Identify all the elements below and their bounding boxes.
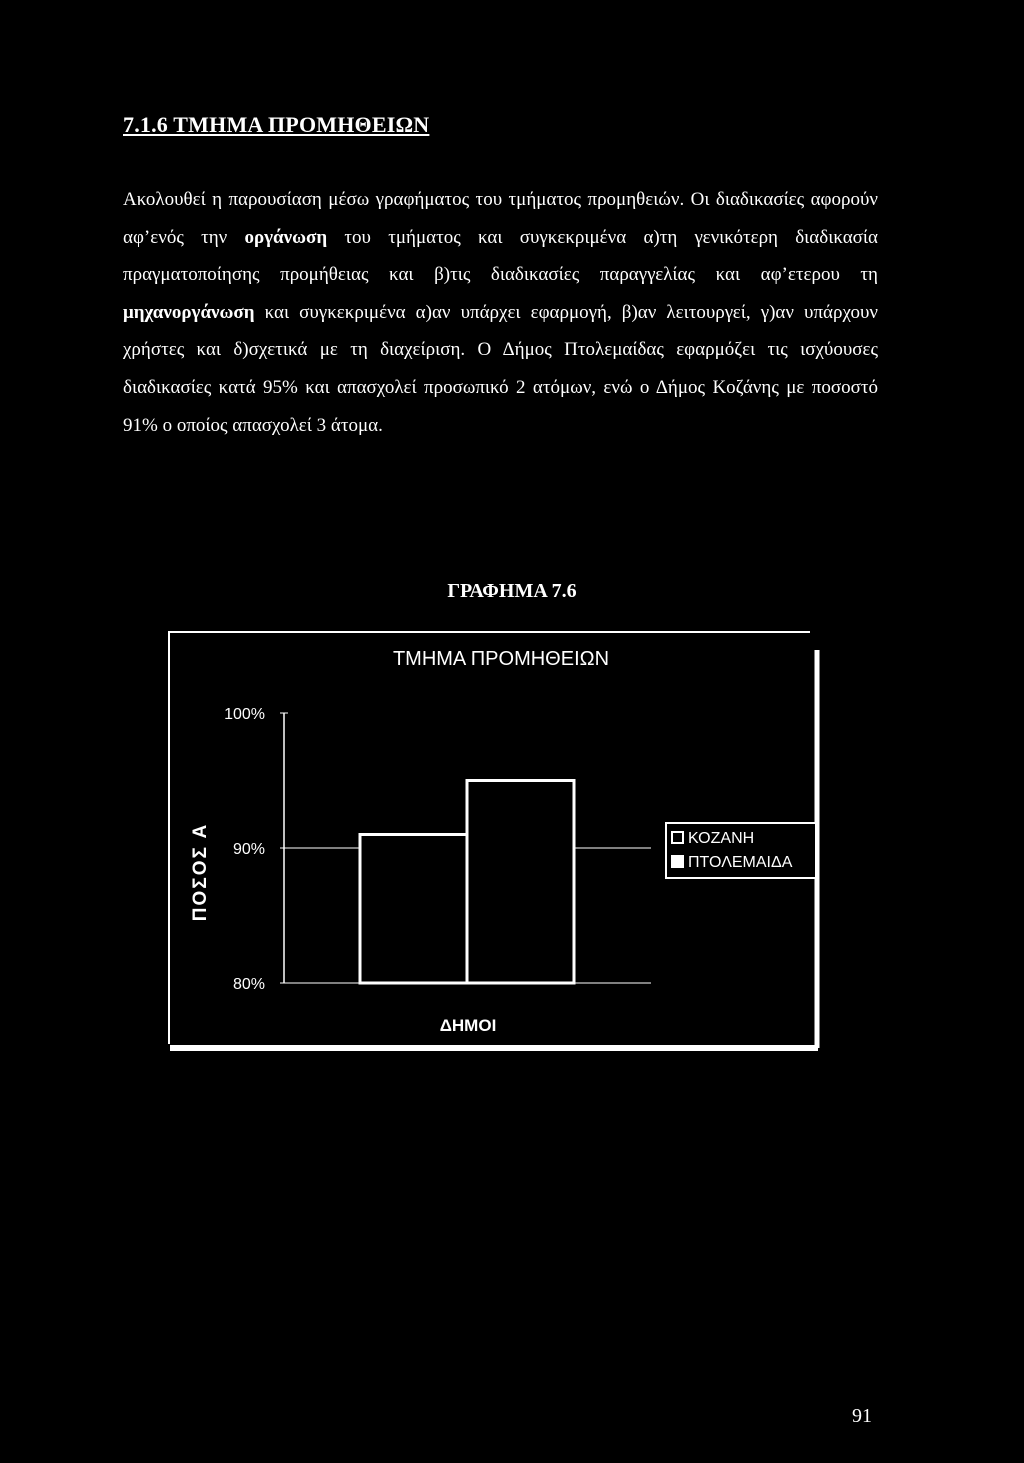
term-computerisation: μηχανοργάνωση [123, 301, 255, 323]
y-tick-label-2: 100% [224, 706, 265, 723]
chart [168, 630, 822, 1058]
y-tick-label-1: 90% [232, 841, 265, 858]
y-tick-label-0: 80% [232, 976, 265, 993]
paragraph-middle: του τμήματος και συγκεκριμένα α)τη γενικότερη διαδικασία πραγματοποίησης προμήθειας και β)τις διαδικασίες παραγγελίας και αφ’ετερου τη [123, 226, 878, 286]
chart-svg [168, 630, 822, 1058]
bar-ptolemaida [467, 781, 574, 984]
paragraph-end: και συγκεκριμένα α)αν υπάρχει εφαρμογή, β)αν λειτουργεί, γ)αν υπάρχουν χρήστες και δ)σχετικά με τη διαχείριση. Ο Δήμος Πτολεμαίδας εφαρμόζει τις ισχύουσες διαδικασίες κατά 95% και απασχολεί προσωπικό 2 ατόμων, ενώ ο Δήμος Κοζάνης με ποσοστό 91% ο οποίος απασχολεί 3 άτομα. [123, 301, 878, 436]
chart-title: ΤΜΗΜΑ ΠΡΟΜΗΘΕΙΩΝ [392, 648, 610, 670]
legend-label-kozani: ΚΟΖΑΝΗ [688, 830, 755, 847]
x-axis-label: ΔΗΜΟΙ [439, 1016, 497, 1035]
bar-kozani [360, 835, 467, 984]
legend-swatch-ptolemaida [672, 856, 683, 867]
legend-label-ptolemaida: ΠΤΟΛΕΜΑΙΔΑ [688, 854, 793, 871]
term-organisation: οργάνωση [244, 226, 328, 248]
paragraph-intro: Ακολουθεί η παρουσίαση μέσω γραφήματος του τμήματος προμηθειών. Οι διαδικασίες αφορούν αφ’ενός την [123, 189, 878, 248]
legend-swatch-kozani [672, 832, 683, 843]
body-paragraph [123, 181, 878, 444]
page-number: 91 [852, 1405, 872, 1427]
y-axis-label: ΠΟΣΟΣ Α [190, 822, 211, 922]
figure-label: ΓΡΑΦΗΜΑ 7.6 [447, 580, 577, 602]
section-heading: 7.1.6 ΤΜΗΜΑ ΠΡΟΜΗΘΕΙΩΝ [123, 112, 430, 137]
